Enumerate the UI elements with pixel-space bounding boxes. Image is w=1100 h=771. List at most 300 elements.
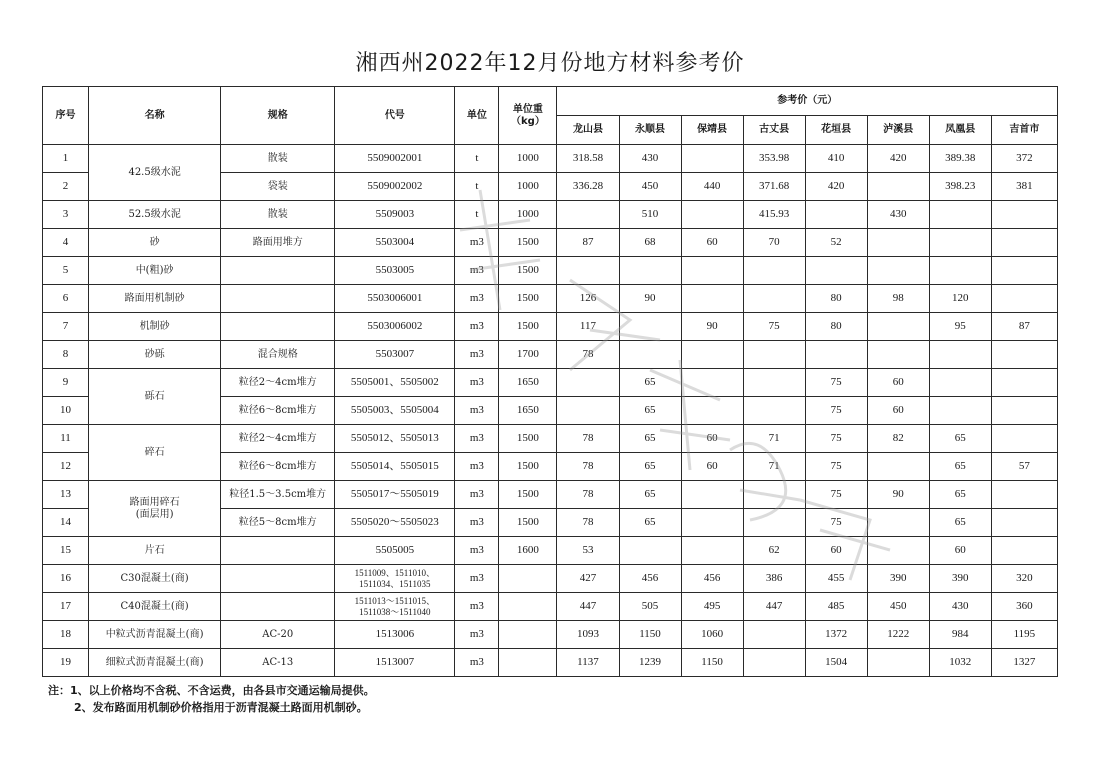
cell-price: [619, 313, 681, 341]
cell-price: 65: [929, 481, 991, 509]
header-unit-weight: 单位重 （kg）: [499, 87, 557, 145]
cell-spec: [221, 537, 335, 565]
cell-price: 65: [929, 509, 991, 537]
cell-price: 98: [867, 285, 929, 313]
cell-price: 60: [681, 425, 743, 453]
cell-name: 碎石: [89, 425, 221, 481]
cell-weight: 1500: [499, 285, 557, 313]
cell-price: 1150: [619, 621, 681, 649]
unit-text: m3: [469, 375, 484, 388]
header-county: 花垣县: [805, 116, 867, 145]
cell-price: [743, 397, 805, 425]
table-row: [43, 537, 1058, 565]
cell-unit: [455, 285, 499, 313]
cell-price: [743, 285, 805, 313]
cell-seq: 18: [43, 621, 89, 649]
cell-price: [867, 453, 929, 481]
cell-price: 65: [929, 425, 991, 453]
cell-price: 1060: [681, 621, 743, 649]
cell-price: 87: [557, 229, 619, 257]
cell-price: 353.98: [743, 145, 805, 173]
cell-price: 65: [619, 509, 681, 537]
unit-text: m3: [469, 543, 484, 556]
cell-spec: 散装: [221, 201, 335, 229]
unit-text: t: [475, 179, 479, 192]
cell-seq: 8: [43, 341, 89, 369]
table-row: [43, 341, 1058, 369]
cell-seq: 2: [43, 173, 89, 201]
footnote-2: 2、发布路面用机制砂价格指用于沥青混凝土路面用机制砂。: [74, 701, 368, 714]
cell-name: 砾石: [89, 369, 221, 425]
cell-price: 80: [805, 313, 867, 341]
cell-name: 细粒式沥青混凝土(商): [89, 649, 221, 677]
cell-code: 5505003、5505004: [335, 397, 455, 425]
cell-price: 75: [805, 397, 867, 425]
cell-price: 78: [557, 425, 619, 453]
cell-name: C40混凝土(商): [89, 593, 221, 621]
cell-price: [929, 369, 991, 397]
cell-price: 60: [867, 369, 929, 397]
cell-price: 75: [805, 369, 867, 397]
cell-price: 65: [619, 481, 681, 509]
cell-price: 78: [557, 509, 619, 537]
table-row: [43, 313, 1058, 341]
cell-unit: [455, 229, 499, 257]
cell-price: 52: [805, 229, 867, 257]
cell-unit: [455, 201, 499, 229]
cell-price: [867, 509, 929, 537]
cell-price: 1327: [991, 649, 1057, 677]
unit-text: m3: [469, 599, 484, 612]
cell-code: 5503006001: [335, 285, 455, 313]
cell-name: 片石: [89, 537, 221, 565]
cell-spec: 袋装: [221, 173, 335, 201]
cell-spec: AC-20: [221, 621, 335, 649]
cell-spec: AC-13: [221, 649, 335, 677]
unit-text: m3: [469, 655, 484, 668]
cell-price: [929, 229, 991, 257]
cell-weight: 1500: [499, 481, 557, 509]
cell-unit: [455, 593, 499, 621]
unit-text: m3: [469, 515, 484, 528]
header-seq: 序号: [43, 87, 89, 145]
cell-price: [681, 285, 743, 313]
cell-code: 1513006: [335, 621, 455, 649]
cell-spec: [221, 257, 335, 285]
cell-price: [991, 341, 1057, 369]
cell-name: 路面用机制砂: [89, 285, 221, 313]
cell-price: [619, 537, 681, 565]
cell-price: [681, 341, 743, 369]
cell-price: 1032: [929, 649, 991, 677]
cell-price: [805, 257, 867, 285]
cell-price: [991, 397, 1057, 425]
cell-seq: 6: [43, 285, 89, 313]
cell-seq: 17: [43, 593, 89, 621]
cell-seq: 10: [43, 397, 89, 425]
cell-price: 90: [681, 313, 743, 341]
table-row: [43, 649, 1058, 677]
header-county: 吉首市: [991, 116, 1057, 145]
cell-price: 120: [929, 285, 991, 313]
cell-price: 447: [557, 593, 619, 621]
cell-code: 5505012、5505013: [335, 425, 455, 453]
cell-price: [557, 369, 619, 397]
cell-price: [867, 257, 929, 285]
cell-code: 5509002001: [335, 145, 455, 173]
cell-price: [991, 537, 1057, 565]
cell-price: 60: [681, 453, 743, 481]
cell-weight: 1000: [499, 173, 557, 201]
cell-price: [743, 481, 805, 509]
cell-weight: 1500: [499, 425, 557, 453]
cell-price: 60: [929, 537, 991, 565]
price-table: [42, 86, 1058, 677]
cell-spec: 粒径6～8cm堆方: [221, 397, 335, 425]
cell-price: 60: [681, 229, 743, 257]
cell-price: 456: [619, 565, 681, 593]
table-row: [43, 201, 1058, 229]
cell-price: [867, 313, 929, 341]
cell-price: 53: [557, 537, 619, 565]
cell-name: 路面用碎石 (面层用): [89, 481, 221, 537]
table-row: [43, 285, 1058, 313]
cell-price: 65: [929, 453, 991, 481]
cell-unit: [455, 621, 499, 649]
header-spec: 规格: [221, 87, 335, 145]
cell-price: 65: [619, 369, 681, 397]
cell-weight: 1500: [499, 313, 557, 341]
cell-spec: [221, 313, 335, 341]
cell-weight: 1650: [499, 369, 557, 397]
cell-price: 410: [805, 145, 867, 173]
cell-price: 90: [619, 285, 681, 313]
header-county: 保靖县: [681, 116, 743, 145]
cell-name: 52.5级水泥: [89, 201, 221, 229]
cell-code: 5505017～5505019: [335, 481, 455, 509]
cell-price: [929, 397, 991, 425]
header-county: 凤凰县: [929, 116, 991, 145]
cell-code: 5509003: [335, 201, 455, 229]
header-code: 代号: [335, 87, 455, 145]
unit-text: m3: [469, 627, 484, 640]
cell-price: 1150: [681, 649, 743, 677]
footnotes: [48, 682, 375, 716]
cell-price: 126: [557, 285, 619, 313]
cell-price: 60: [867, 397, 929, 425]
cell-code: 5503006002: [335, 313, 455, 341]
cell-weight: [499, 621, 557, 649]
cell-code: 5503007: [335, 341, 455, 369]
cell-price: [991, 425, 1057, 453]
table-row: [43, 229, 1058, 257]
cell-price: [743, 369, 805, 397]
table-row: [43, 565, 1058, 593]
header-unit: 单位: [455, 87, 499, 145]
cell-unit: [455, 145, 499, 173]
cell-unit: [455, 453, 499, 481]
cell-seq: 7: [43, 313, 89, 341]
cell-price: 82: [867, 425, 929, 453]
cell-price: 1504: [805, 649, 867, 677]
cell-price: [991, 257, 1057, 285]
cell-unit: [455, 341, 499, 369]
cell-code: 1511009、1511010、 1511034、1511035: [335, 565, 455, 593]
cell-unit: [455, 173, 499, 201]
table-row: [43, 145, 1058, 173]
cell-seq: 4: [43, 229, 89, 257]
cell-price: 440: [681, 173, 743, 201]
cell-price: [991, 229, 1057, 257]
cell-price: [929, 341, 991, 369]
cell-price: [681, 509, 743, 537]
cell-unit: [455, 257, 499, 285]
cell-code: 5505020～5505023: [335, 509, 455, 537]
cell-seq: 9: [43, 369, 89, 397]
cell-price: 1195: [991, 621, 1057, 649]
cell-price: 984: [929, 621, 991, 649]
cell-price: [867, 341, 929, 369]
cell-price: [929, 201, 991, 229]
cell-spec: [221, 565, 335, 593]
cell-unit: [455, 565, 499, 593]
cell-spec: 粒径2～4cm堆方: [221, 369, 335, 397]
cell-weight: [499, 649, 557, 677]
footnote-1: 注：1、以上价格均不含税、不含运费，由各县市交通运输局提供。: [48, 684, 375, 697]
cell-price: [867, 537, 929, 565]
cell-price: [681, 257, 743, 285]
cell-name: 中粒式沥青混凝土(商): [89, 621, 221, 649]
table-row: [43, 481, 1058, 509]
cell-seq: 11: [43, 425, 89, 453]
cell-unit: [455, 481, 499, 509]
cell-price: 70: [743, 229, 805, 257]
unit-text: t: [475, 151, 479, 164]
cell-name: 机制砂: [89, 313, 221, 341]
cell-weight: 1500: [499, 509, 557, 537]
cell-price: [557, 201, 619, 229]
cell-spec: 混合规格: [221, 341, 335, 369]
cell-unit: [455, 397, 499, 425]
cell-price: 456: [681, 565, 743, 593]
cell-spec: [221, 593, 335, 621]
cell-spec: 粒径1.5～3.5cm堆方: [221, 481, 335, 509]
cell-seq: 15: [43, 537, 89, 565]
cell-price: 78: [557, 453, 619, 481]
unit-text: m3: [469, 319, 484, 332]
cell-price: 87: [991, 313, 1057, 341]
cell-price: [991, 481, 1057, 509]
cell-price: 372: [991, 145, 1057, 173]
cell-name: 中(粗)砂: [89, 257, 221, 285]
table-row: [43, 621, 1058, 649]
cell-price: 65: [619, 453, 681, 481]
cell-weight: 1700: [499, 341, 557, 369]
cell-price: 398.23: [929, 173, 991, 201]
cell-price: 1137: [557, 649, 619, 677]
cell-price: 430: [619, 145, 681, 173]
cell-price: 427: [557, 565, 619, 593]
cell-name: 砂砾: [89, 341, 221, 369]
cell-price: [681, 537, 743, 565]
cell-price: [619, 257, 681, 285]
unit-text: m3: [469, 571, 484, 584]
cell-price: [743, 341, 805, 369]
unit-text: m3: [469, 347, 484, 360]
cell-name: 砂: [89, 229, 221, 257]
cell-price: 485: [805, 593, 867, 621]
cell-price: 60: [805, 537, 867, 565]
cell-price: [805, 341, 867, 369]
cell-price: [991, 285, 1057, 313]
header-county: 龙山县: [557, 116, 619, 145]
cell-price: 57: [991, 453, 1057, 481]
cell-unit: [455, 369, 499, 397]
cell-price: [867, 173, 929, 201]
cell-unit: [455, 509, 499, 537]
cell-price: 95: [929, 313, 991, 341]
cell-weight: 1650: [499, 397, 557, 425]
cell-price: 62: [743, 537, 805, 565]
cell-price: 455: [805, 565, 867, 593]
cell-code: 5505001、5505002: [335, 369, 455, 397]
cell-price: 430: [929, 593, 991, 621]
cell-price: 90: [867, 481, 929, 509]
cell-price: 75: [805, 509, 867, 537]
unit-text: m3: [469, 487, 484, 500]
cell-price: 510: [619, 201, 681, 229]
cell-price: 78: [557, 481, 619, 509]
cell-weight: 1600: [499, 537, 557, 565]
cell-price: [867, 649, 929, 677]
cell-price: 80: [805, 285, 867, 313]
unit-text: m3: [469, 403, 484, 416]
cell-spec: 粒径2～4cm堆方: [221, 425, 335, 453]
cell-price: [557, 257, 619, 285]
cell-unit: [455, 537, 499, 565]
cell-price: 75: [743, 313, 805, 341]
cell-price: [557, 397, 619, 425]
cell-spec: [221, 285, 335, 313]
cell-price: 1239: [619, 649, 681, 677]
cell-price: [743, 649, 805, 677]
cell-weight: 1500: [499, 257, 557, 285]
cell-price: [805, 201, 867, 229]
cell-seq: 1: [43, 145, 89, 173]
cell-code: 5509002002: [335, 173, 455, 201]
cell-price: 450: [619, 173, 681, 201]
table-row: [43, 593, 1058, 621]
header-county: 泸溪县: [867, 116, 929, 145]
cell-weight: [499, 593, 557, 621]
header-name: 名称: [89, 87, 221, 145]
cell-price: [681, 397, 743, 425]
cell-seq: 19: [43, 649, 89, 677]
cell-price: [743, 257, 805, 285]
cell-spec: 粒径5～8cm堆方: [221, 509, 335, 537]
table-row: [43, 369, 1058, 397]
cell-weight: [499, 565, 557, 593]
cell-seq: 13: [43, 481, 89, 509]
cell-price: [743, 621, 805, 649]
cell-price: [743, 509, 805, 537]
cell-price: [681, 369, 743, 397]
cell-price: [681, 145, 743, 173]
cell-price: 381: [991, 173, 1057, 201]
header-ref-price: 参考价（元）: [557, 87, 1058, 116]
cell-weight: 1000: [499, 145, 557, 173]
cell-seq: 16: [43, 565, 89, 593]
cell-price: 71: [743, 425, 805, 453]
cell-price: 447: [743, 593, 805, 621]
header-county: 永顺县: [619, 116, 681, 145]
page-title: 湘西州2022年12月份地方材料参考价: [355, 51, 745, 76]
cell-price: 495: [681, 593, 743, 621]
cell-price: [681, 201, 743, 229]
cell-price: 117: [557, 313, 619, 341]
header-county: 古丈县: [743, 116, 805, 145]
cell-price: 75: [805, 425, 867, 453]
cell-code: 5505014、5505015: [335, 453, 455, 481]
cell-weight: 1500: [499, 229, 557, 257]
cell-price: 390: [929, 565, 991, 593]
cell-seq: 12: [43, 453, 89, 481]
cell-weight: 1000: [499, 201, 557, 229]
cell-price: 75: [805, 481, 867, 509]
cell-price: [991, 509, 1057, 537]
unit-text: m3: [469, 263, 484, 276]
unit-text: m3: [469, 235, 484, 248]
cell-spec: 粒径6～8cm堆方: [221, 453, 335, 481]
table-row: [43, 425, 1058, 453]
cell-price: 430: [867, 201, 929, 229]
cell-unit: [455, 649, 499, 677]
cell-price: 386: [743, 565, 805, 593]
cell-seq: 14: [43, 509, 89, 537]
cell-price: 505: [619, 593, 681, 621]
unit-text: m3: [469, 431, 484, 444]
cell-price: 420: [805, 173, 867, 201]
unit-text: t: [475, 207, 479, 220]
cell-name: 42.5级水泥: [89, 145, 221, 201]
cell-price: 1222: [867, 621, 929, 649]
cell-price: 318.58: [557, 145, 619, 173]
unit-text: m3: [469, 291, 484, 304]
cell-code: 5505005: [335, 537, 455, 565]
cell-price: 360: [991, 593, 1057, 621]
cell-price: 389.38: [929, 145, 991, 173]
cell-price: [991, 369, 1057, 397]
cell-spec: 路面用堆方: [221, 229, 335, 257]
cell-price: 415.93: [743, 201, 805, 229]
cell-weight: 1500: [499, 453, 557, 481]
cell-price: 75: [805, 453, 867, 481]
cell-code: 5503005: [335, 257, 455, 285]
cell-price: 336.28: [557, 173, 619, 201]
cell-price: 65: [619, 397, 681, 425]
cell-price: 1093: [557, 621, 619, 649]
cell-code: 1513007: [335, 649, 455, 677]
cell-price: 450: [867, 593, 929, 621]
cell-price: [619, 341, 681, 369]
unit-text: m3: [469, 459, 484, 472]
cell-price: 1372: [805, 621, 867, 649]
cell-code: 5503004: [335, 229, 455, 257]
cell-price: [929, 257, 991, 285]
cell-price: 68: [619, 229, 681, 257]
cell-name: C30混凝土(商): [89, 565, 221, 593]
cell-price: 65: [619, 425, 681, 453]
